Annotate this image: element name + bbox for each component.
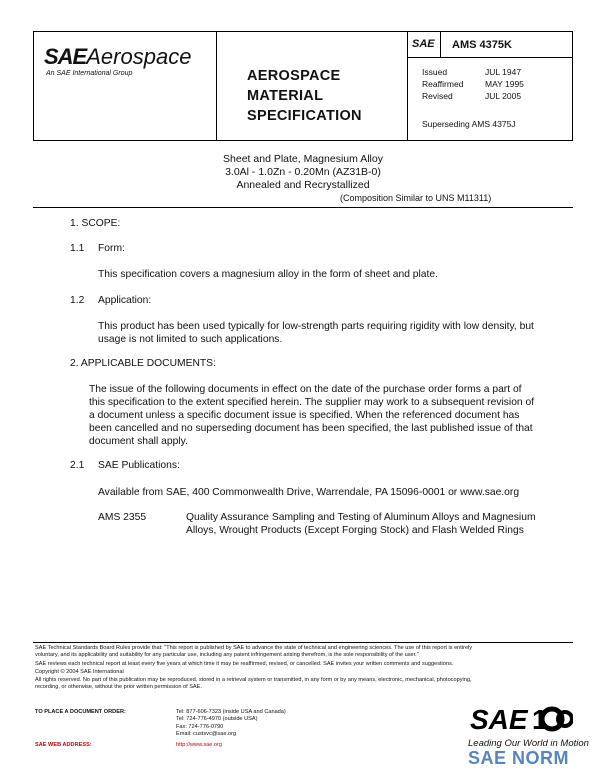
web-label: SAE WEB ADDRESS: xyxy=(35,742,92,748)
logo-aerospace-text: Aerospace xyxy=(86,44,192,69)
section-heading: Form: xyxy=(98,243,125,254)
logo-sae-text: SAE xyxy=(44,44,87,69)
text-line: SAE reviews each technical report at least every five years at which time it may be reaffirmed, revised, or cancelled. SAE invites your written comments and suggestions. xyxy=(35,660,454,667)
svg-text:1: 1 xyxy=(532,704,548,734)
section-heading: Application: xyxy=(98,295,152,306)
footer-rule xyxy=(33,642,573,643)
footer-rules xyxy=(35,645,575,692)
superseding: Superseding AMS 4375J xyxy=(422,119,516,129)
logo-subtitle: An SAE International Group xyxy=(46,70,133,77)
sae-small-logo: SAE xyxy=(412,38,435,50)
text-line: All rights reserved. No part of this publication may be reproduced, stored in a retrieval system or transmitted, in any form or by any means, electronic, mechanical, photocopying, xyxy=(35,677,472,684)
divider xyxy=(407,32,408,140)
title-line: SPECIFICATION xyxy=(247,108,362,124)
divider xyxy=(407,57,573,58)
paragraph: This specification covers a magnesium alloy in the form of sheet and plate. xyxy=(98,269,438,280)
reference-id: AMS 2355 xyxy=(98,512,147,523)
text-line: Quality Assurance Sampling and Testing of Aluminum Alloys and Magnesium xyxy=(186,512,536,523)
date-value: JUL 1947 xyxy=(485,67,522,77)
divider xyxy=(216,32,217,140)
text-line: voluntary, and its applicability and suitability for any particular use, including any patent infringement arising therefrom, is the sole responsibility of the user." xyxy=(35,652,419,659)
section-1-heading: 1. SCOPE: xyxy=(70,218,121,229)
date-label: Issued xyxy=(422,67,448,77)
date-label: Reaffirmed xyxy=(422,79,464,89)
date-label: Revised xyxy=(422,91,453,101)
header-box xyxy=(33,31,573,141)
text-line: This product has been used typically for low-strength parts requiring rigidity with low density, but xyxy=(98,321,534,332)
order-label: TO PLACE A DOCUMENT ORDER: xyxy=(35,709,126,715)
text-line: a document unless a specific document issue is specified. When the referenced document has xyxy=(89,410,520,421)
contact-line: Tel: 877-606-7323 (inside USA and Canada) xyxy=(176,709,286,715)
divider xyxy=(440,32,441,57)
section-number: 1.2 xyxy=(70,295,85,306)
sae100-logo-graphic xyxy=(468,700,573,734)
title-line: 3.0Al - 1.0Zn - 0.20Mn (AZ31B-0) xyxy=(225,166,381,178)
reference-title xyxy=(186,511,536,537)
text-line: this specification to the extent specified herein. The supplier may work to a subsequent revision of xyxy=(89,397,535,408)
sae-norm-watermark: SAE NORM xyxy=(468,748,570,768)
tagline: Leading Our World in Motion xyxy=(468,738,589,749)
section-2-heading: 2. APPLICABLE DOCUMENTS: xyxy=(70,358,216,369)
date-labels xyxy=(422,66,463,102)
title-line: MATERIAL xyxy=(247,88,324,104)
text-line: recording, or otherwise, without the prior written permission of SAE. xyxy=(35,684,202,691)
date-values xyxy=(485,66,524,102)
section-heading: SAE Publications: xyxy=(98,460,180,471)
section-number: 1.1 xyxy=(70,243,85,254)
title-line: AEROSPACE xyxy=(247,68,341,84)
material-title xyxy=(33,153,573,192)
sae100-logo xyxy=(468,700,573,734)
paragraph xyxy=(98,320,534,346)
title-line: Annealed and Recrystallized xyxy=(236,179,370,191)
svg-text:SAE: SAE xyxy=(470,704,528,734)
spec-title xyxy=(247,66,362,126)
contact-line: Tel: 724-776-4970 (outside USA) xyxy=(176,716,258,723)
text-line: Copyright © 2004 SAE International xyxy=(35,668,124,675)
sae-aerospace-logo xyxy=(44,44,191,70)
order-contact xyxy=(176,709,286,738)
text-line: Alloys, Wrought Products (Except Forging Stock) and Flash Welded Rings xyxy=(186,525,524,536)
text-line: The issue of the following documents in effect on the date of the purchase order forms a part of xyxy=(89,384,522,395)
doc-number: AMS 4375K xyxy=(452,39,512,51)
section-number: 2.1 xyxy=(70,460,85,471)
paragraph: Available from SAE, 400 Commonwealth Drive, Warrendale, PA 15096-0001 or www.sae.org xyxy=(98,487,520,498)
email-link[interactable]: Email: custsvc@sae.org xyxy=(176,730,237,737)
text-line: been cancelled and no superseding document has been specified, the last published issue of that xyxy=(89,423,533,434)
text-line: usage is not limited to such applications. xyxy=(98,334,283,345)
composition-note: (Composition Similar to UNS M11311) xyxy=(340,193,492,203)
date-value: JUL 2005 xyxy=(485,91,522,101)
contact-line: Fax: 724-776-0790 xyxy=(176,723,224,730)
text-line: SAE Technical Standards Board Rules provide that: "This report is published by SAE to advance the state of technical and engineering sciences. The use of this report is entirely xyxy=(35,645,473,651)
date-value: MAY 1995 xyxy=(485,79,524,89)
text-line: document shall apply. xyxy=(89,436,188,447)
paragraph xyxy=(89,383,534,448)
web-url-link[interactable]: http://www.sae.org xyxy=(176,742,223,748)
title-rule xyxy=(33,207,573,208)
title-line: Sheet and Plate, Magnesium Alloy xyxy=(223,153,383,165)
